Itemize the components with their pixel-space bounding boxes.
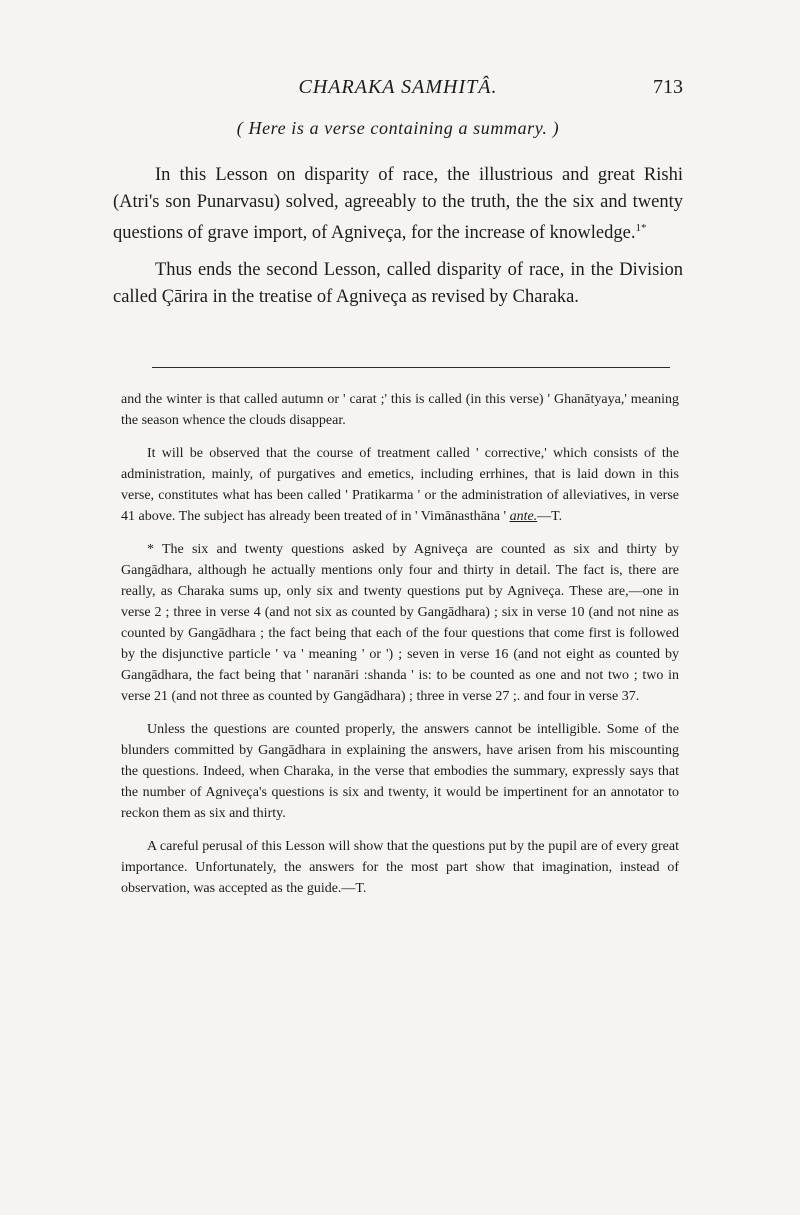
page-number: 713 (653, 76, 683, 98)
footnote-5: A careful perusal of this Lesson will show that the questions put by the pupil are of every great importance. Unfortunately, the answers for the most part show that imagination, instead of observation, was accepted as the guide.—T. (121, 839, 679, 896)
running-title: CHARAKA SAMHITÂ. (298, 76, 498, 98)
footnote-divider (152, 367, 670, 368)
main-text (113, 162, 683, 311)
footnote-4: Unless the questions are counted properly, the answers cannot be intelligible. Some of the blunders committed by Gangādhara in explaining the answers, have arisen from his miscounting the questions. Indeed, when Charaka, in the verse that embodies the summary, expressly says that the number of Agniveça's questions is six and twenty, it would be impertinent for an annotator to reckon them as six and thirty. (121, 722, 679, 821)
main-paragraph-2: Thus ends the second Lesson, called disparity of race, in the Division called Çārira in the treatise of Agniveça as revised by Charaka. (113, 260, 683, 307)
footnote-markers: 1* (635, 222, 647, 235)
footnote-2-end: —T. (537, 509, 563, 524)
main-paragraph-1-text: In this Lesson on disparity of race, the illustrious and great Rishi (Atri's son Punarvasu) solved, agreeably to the truth, the the six and twenty questions of grave import, of Agniveça, for the increase of knowledge. (113, 165, 683, 244)
page-header (113, 76, 683, 102)
main-paragraph-1 (113, 162, 683, 247)
footnote-continuation: and the winter is that called autumn or ' carat ;' this is called (in this verse) ' Ghanātyaya,' meaning the season whence the clouds disappear. (121, 392, 679, 428)
footnotes (121, 389, 679, 899)
footnote-2 (121, 443, 679, 527)
summary-note: ( Here is a verse containing a summary. ) (236, 118, 560, 138)
footnote-2-text: It will be observed that the course of treatment called ' corrective,' which consists of the administration, mainly, of purgatives and emetics, including errhines, that is laid down in this verse, constitutes what has been called ' Pratikarma ' or the administration of alleviatives, in verse 41 above. The subject has already been treated of in ' Vimānasthāna ' (121, 446, 679, 524)
footnote-2-ante: ante. (509, 509, 538, 524)
footnote-asterisk: * The six and twenty questions asked by Agniveça are counted as six and thirty by Gangādhara, although he actually mentions only four and thirty in detail. The fact is, there are really, as Charaka sums up, only six and twenty questions put by Agniveça. These are,—one in verse 2 ; three in verse 4 (and not six as counted by Gangādhara) ; six in verse 10 (and not nine as counted by Gangādhara ; the fact being that each of the four questions that come first is followed by the disjunctive particle ' va ' meaning ' or ') ; seven in verse 16 (and not eight as counted by Gangādhara, the fact being that ' naranāri :shanda ' is: to be counted as one and not two ; two in verse 21 (and not three as counted by Gangādhara) ; three in verse 27 ;. and four in verse 37. (121, 542, 679, 704)
